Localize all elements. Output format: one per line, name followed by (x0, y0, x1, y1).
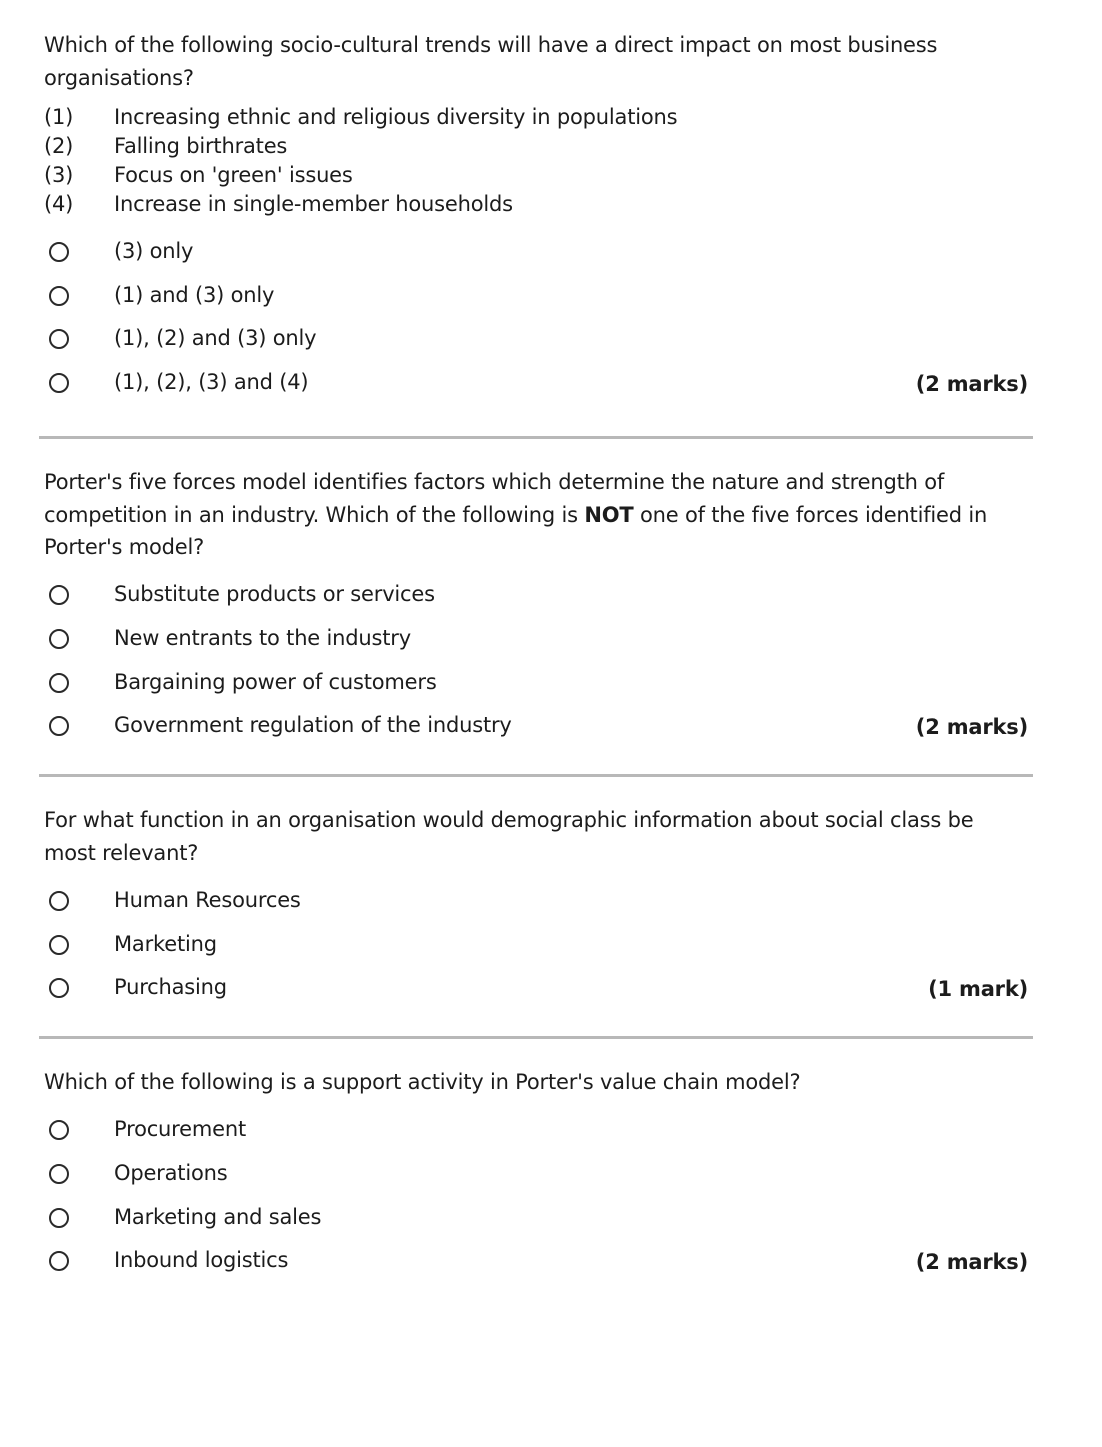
answer-option[interactable] (44, 924, 1034, 968)
statement-item (44, 131, 1034, 160)
question-1-text: Which of the following socio-cultural trends will have a direct impact on most business organisations? (44, 33, 938, 90)
option-label: (1), (2) and (3) only (114, 326, 317, 351)
answer-option[interactable] (44, 1197, 1034, 1241)
answer-option[interactable] (44, 318, 1034, 362)
marks-label: (1 mark) (928, 977, 1028, 1002)
radio-button[interactable] (49, 329, 69, 349)
question-3 (44, 804, 1034, 1011)
statement-number: (4) (44, 191, 74, 216)
option-label: Government regulation of the industry (114, 713, 512, 738)
question-4-options (44, 1110, 1034, 1285)
answer-option[interactable] (44, 1153, 1034, 1197)
marks-label: (2 marks) (915, 715, 1028, 740)
answer-option[interactable] (44, 231, 1034, 275)
question-4-text: Which of the following is a support activity in Porter's value chain model? (44, 1070, 801, 1094)
option-label: (1), (2), (3) and (4) (114, 369, 309, 394)
option-label: Marketing and sales (114, 1204, 322, 1229)
answer-option[interactable] (44, 362, 1034, 406)
option-label: Marketing (114, 931, 217, 956)
radio-button[interactable] (49, 1208, 69, 1228)
question-3-options (44, 880, 1034, 1011)
statement-number: (1) (44, 104, 74, 129)
question-3-text: For what function in an organisation would demographic information about social class be most relevant? (44, 808, 974, 865)
radio-button[interactable] (49, 1120, 69, 1140)
option-label: Inbound logistics (114, 1248, 289, 1273)
radio-button[interactable] (49, 673, 69, 693)
option-label: Procurement (114, 1117, 246, 1142)
statement-text: Increasing ethnic and religious diversity in populations (114, 104, 678, 129)
radio-button[interactable] (49, 1164, 69, 1184)
question-4 (44, 1066, 1034, 1284)
option-label: New entrants to the industry (114, 626, 411, 651)
question-2-options (44, 575, 1034, 750)
radio-button[interactable] (49, 585, 69, 605)
radio-button[interactable] (49, 978, 69, 998)
question-2-emphasis: NOT (584, 502, 634, 527)
option-label: Bargaining power of customers (114, 669, 437, 694)
statement-item (44, 160, 1034, 189)
option-label: Substitute products or services (114, 582, 435, 607)
answer-option[interactable] (44, 1110, 1034, 1154)
radio-button[interactable] (49, 935, 69, 955)
radio-button[interactable] (49, 1251, 69, 1271)
answer-option[interactable] (44, 575, 1034, 619)
question-1-statements (44, 102, 1034, 218)
section-divider (39, 436, 1033, 439)
question-2 (44, 466, 1034, 749)
radio-button[interactable] (49, 629, 69, 649)
question-1-options (44, 231, 1034, 406)
question-2-text-before: Porter's five forces model identifies factors which determine the nature and strength of competition in an industry. Which of the following is (44, 470, 945, 527)
radio-button[interactable] (49, 716, 69, 736)
option-label: Human Resources (114, 887, 301, 912)
radio-button[interactable] (49, 242, 69, 262)
option-label: Purchasing (114, 975, 227, 1000)
question-1 (44, 29, 1034, 406)
statement-text: Falling birthrates (114, 133, 288, 158)
marks-label: (2 marks) (915, 371, 1028, 396)
answer-option[interactable] (44, 967, 1034, 1011)
statement-number: (2) (44, 133, 74, 158)
section-divider (39, 1036, 1033, 1039)
statement-text: Increase in single-member households (114, 191, 513, 216)
option-label: Operations (114, 1161, 228, 1186)
question-2-text (44, 466, 1029, 564)
radio-button[interactable] (49, 891, 69, 911)
statement-number: (3) (44, 162, 74, 187)
answer-option[interactable] (44, 706, 1034, 750)
marks-label: (2 marks) (915, 1250, 1028, 1275)
statement-text: Focus on 'green' issues (114, 162, 353, 187)
option-label: (1) and (3) only (114, 282, 275, 307)
statement-item (44, 102, 1034, 131)
answer-option[interactable] (44, 880, 1034, 924)
answer-option[interactable] (44, 275, 1034, 319)
option-label: (3) only (114, 238, 194, 263)
radio-button[interactable] (49, 373, 69, 393)
section-divider (39, 774, 1033, 777)
radio-button[interactable] (49, 286, 69, 306)
answer-option[interactable] (44, 662, 1034, 706)
answer-option[interactable] (44, 1241, 1034, 1285)
question-2-text-after: one of the five forces identified in Porter's model? (44, 502, 988, 559)
answer-option[interactable] (44, 618, 1034, 662)
statement-item (44, 189, 1034, 218)
